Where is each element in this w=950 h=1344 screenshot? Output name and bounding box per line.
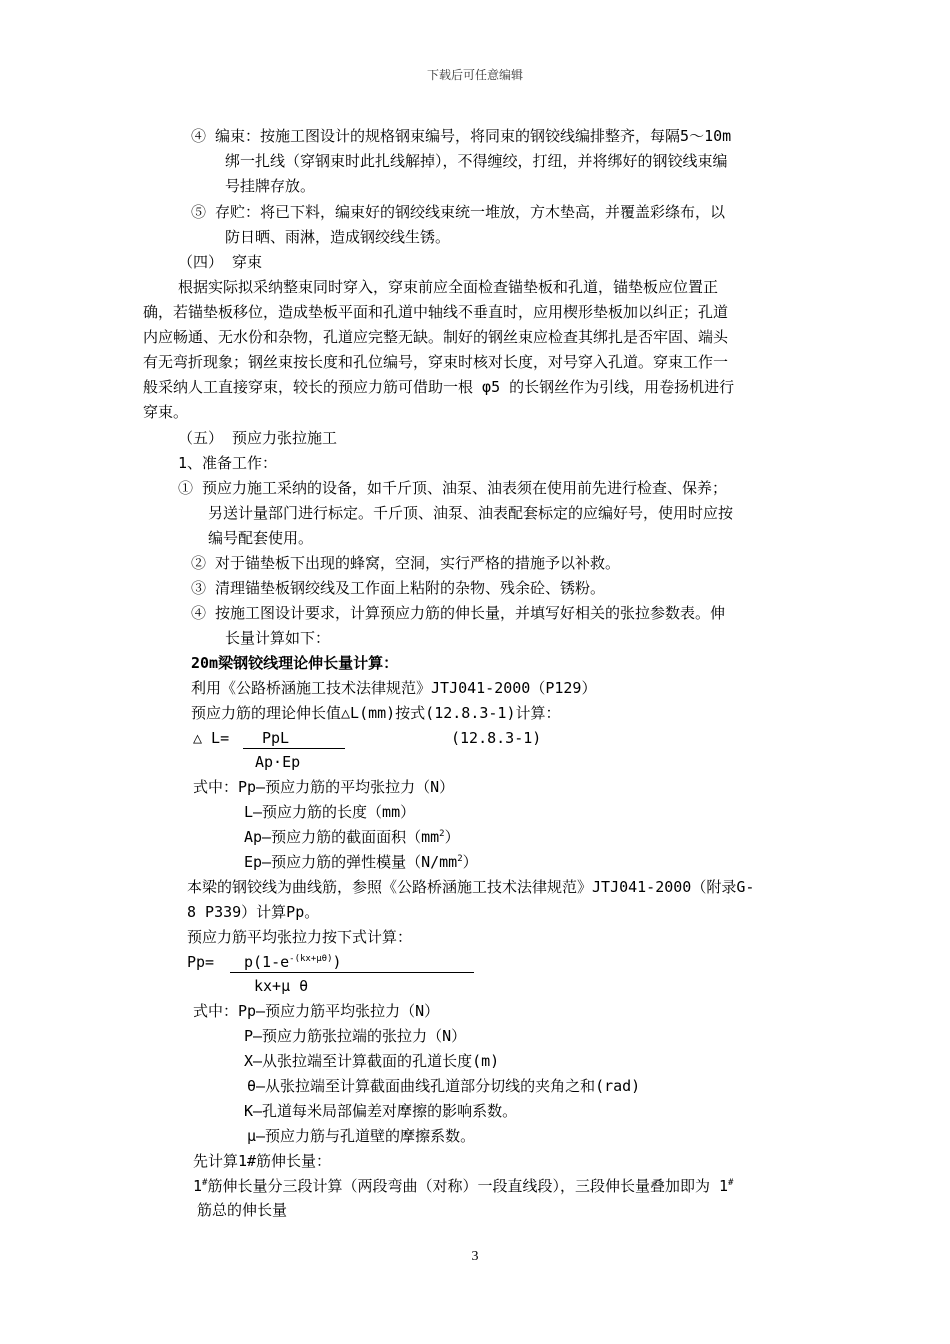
text-line: ⑤ 存贮：将已下料，编束好的钢绞线束统一堆放，方木垫高，并覆盖彩绦布，以 bbox=[191, 203, 726, 221]
text-line: ④ 编束：按施工图设计的规格钢束编号，将同束的钢铰线编排整齐，每隔5～10m bbox=[191, 127, 732, 145]
text-line: 预应力筋平均张拉力按下式计算： bbox=[187, 928, 413, 946]
text-line: 筋总的伸长量 bbox=[197, 1201, 288, 1219]
text-line: 式中：Pp—预应力筋的平均张拉力（N） bbox=[193, 778, 455, 796]
text-line: 1、准备工作： bbox=[178, 454, 278, 472]
text-line: 编号配套使用。 bbox=[208, 529, 314, 547]
text-line: 8 P339）计算Pp。 bbox=[187, 903, 320, 921]
formula-numerator: $p(1-e^{-(kx+\mu\theta)})$ bbox=[244, 953, 342, 971]
text-line: 防日晒、雨淋，造成钢绞线生锈。 bbox=[225, 228, 451, 246]
text-line: 1#筋伸长量分三段计算（两段弯曲（对称）一段直线段），三段伸长量叠加即为 1# bbox=[193, 1177, 734, 1195]
text-line: ① 预应力施工采纳的设备，如千斤顶、油泵、油表须在使用前先进行检查、保养； bbox=[178, 479, 728, 497]
fraction-bar bbox=[243, 748, 345, 749]
text-line: 绑一扎线（穿钢束时此扎线解掉），不得缠绞，打纽，并将绑好的钢铰线束编 bbox=[225, 152, 728, 170]
text-line: K—孔道每米局部偏差对摩擦的影响系数。 bbox=[244, 1102, 518, 1120]
bold-subheading: 20m梁钢铰线理论伸长量计算： bbox=[191, 654, 399, 672]
text-line: 长量计算如下： bbox=[225, 629, 331, 647]
text-line: 般采纳人工直接穿束，较长的预应力筋可借助一根 φ5 的长钢丝作为引线，用卷扬机进行 bbox=[143, 378, 735, 396]
text-line: ④ 按施工图设计要求，计算预应力筋的伸长量，并填写好相关的张拉参数表。伸 bbox=[191, 604, 726, 622]
formula-denominator: kx+μ θ bbox=[254, 977, 309, 995]
formula-lhs: △ L= bbox=[193, 729, 230, 747]
text-line: L—预应力筋的长度（mm） bbox=[244, 803, 416, 821]
formula-lhs: Pp= bbox=[187, 953, 215, 971]
text-line: 预应力筋的理论伸长值△L(mm)按式(12.8.3-1)计算： bbox=[191, 704, 561, 722]
text-line: Ap—预应力筋的截面面积$(mm^2)$ bbox=[244, 828, 460, 846]
formula-denominator: Ap·Ep bbox=[255, 753, 301, 771]
text-line: 号挂牌存放。 bbox=[225, 177, 316, 195]
text-line: θ—从张拉端至计算截面曲线孔道部分切线的夹角之和(rad) bbox=[247, 1077, 641, 1095]
text-line: 式中：Pp—预应力筋平均张拉力（N） bbox=[193, 1002, 440, 1020]
section-heading: （四） 穿束 bbox=[178, 253, 263, 271]
formula-number: (12.8.3-1) bbox=[451, 729, 542, 747]
text-line: 另送计量部门进行标定。千斤顶、油泵、油表配套标定的应编好号，使用时应按 bbox=[208, 504, 734, 522]
fraction-bar bbox=[230, 972, 474, 973]
text-line: 根据实际拟采纳整束同时穿入，穿束前应全面检查锚垫板和孔道，锚垫板应位置正 bbox=[178, 278, 719, 296]
text-line: ③ 清理锚垫板钢绞线及工作面上粘附的杂物、残余砼、锈粉。 bbox=[191, 579, 606, 597]
text-line: Ep—预应力筋的弹性模量$(N/mm^2)$ bbox=[244, 853, 478, 871]
page-number: 3 bbox=[471, 1249, 479, 1264]
text-line: 内应畅通、无水份和杂物，孔道应完整无缺。制好的钢丝束应检查其绑扎是否牢固、端头 bbox=[143, 328, 729, 346]
text-line: 确，若锚垫板移位，造成垫板平面和孔道中轴线不垂直时，应用楔形垫板加以纠正；孔道 bbox=[143, 303, 729, 321]
text-line: 利用《公路桥涵施工技术法律规范》JTJ041-2000（P129） bbox=[191, 679, 597, 697]
text-line: 穿束。 bbox=[143, 403, 189, 421]
formula-numerator: PpL bbox=[262, 729, 290, 747]
text-line: 先计算1#筋伸长量： bbox=[193, 1152, 332, 1170]
text-line: X—从张拉端至计算截面的孔道长度(m) bbox=[244, 1052, 500, 1070]
page-header: 下载后可任意编辑 bbox=[426, 68, 523, 82]
text-line: 本梁的钢铰线为曲线筋，参照《公路桥涵施工技术法律规范》JTJ041-2000（附录G- bbox=[187, 878, 755, 896]
text-line: μ—预应力筋与孔道壁的摩擦系数。 bbox=[247, 1127, 476, 1145]
text-line: P—预应力筋张拉端的张拉力（N） bbox=[244, 1027, 467, 1045]
text-line: ② 对于锚垫板下出现的蜂窝，空洞，实行严格的措施予以补救。 bbox=[191, 554, 621, 572]
text-line: 有无弯折现象；钢丝束按长度和孔位编号，穿束时核对长度，对号穿入孔道。穿束工作一 bbox=[143, 353, 729, 371]
section-heading: （五） 预应力张拉施工 bbox=[178, 429, 338, 447]
